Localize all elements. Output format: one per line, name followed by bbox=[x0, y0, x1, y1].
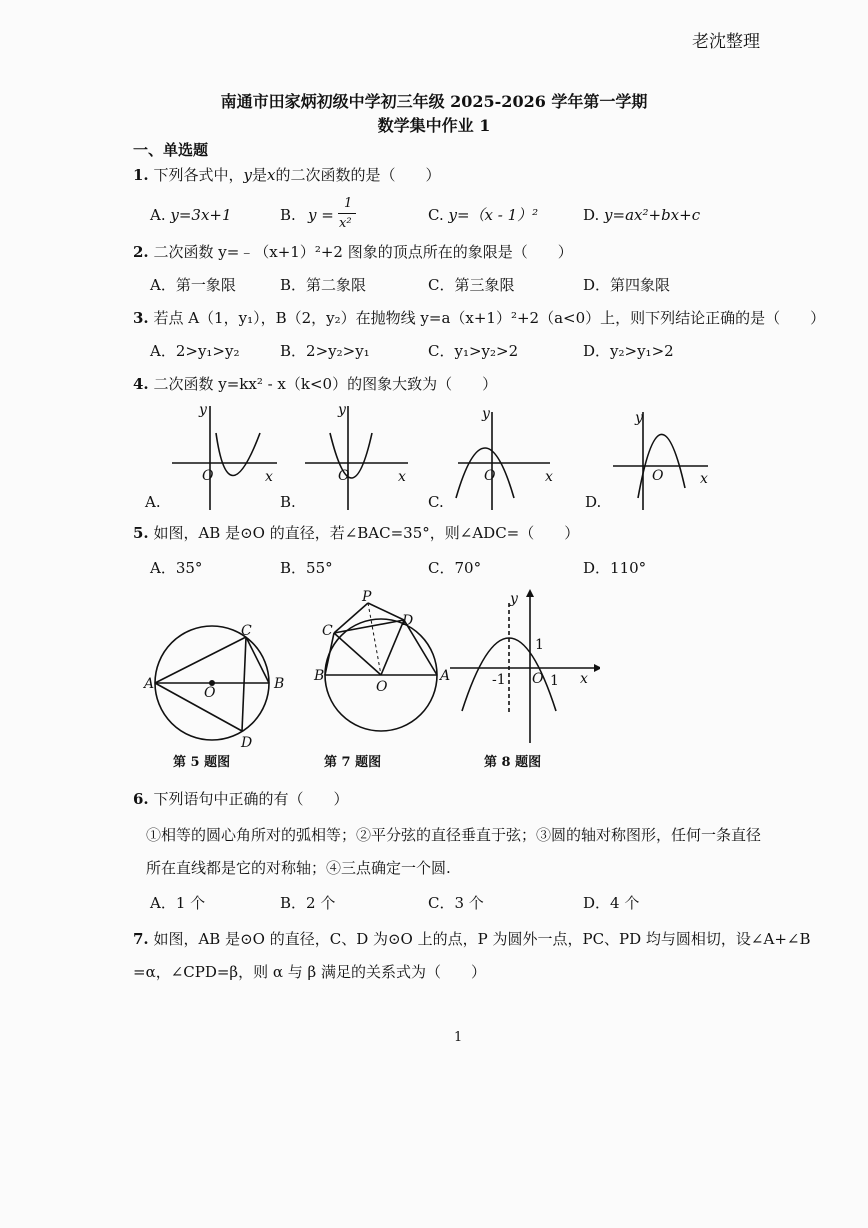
fig7-label-c: C bbox=[322, 623, 333, 639]
q2-option-b: B．第二象限 bbox=[280, 276, 367, 294]
q1-stem-part: 是 bbox=[251, 166, 267, 184]
fig8-label-one-x: 1 bbox=[550, 673, 559, 689]
fig5-caption: 第 5 题图 bbox=[173, 755, 231, 770]
question-number: 3. bbox=[133, 309, 149, 327]
fig7-chord-cd bbox=[334, 620, 404, 633]
option-letter: A. bbox=[150, 206, 166, 224]
q6-option-b: B．2 个 bbox=[280, 894, 336, 912]
fig7-label-d: D bbox=[402, 613, 414, 629]
section-heading: 一、单选题 bbox=[133, 141, 209, 159]
q6-statement-line-1: ①相等的圆心角所对的弧相等；②平分弦的直径垂直于弦；③圆的轴对称图形，任何一条直径 bbox=[146, 826, 762, 844]
q5-option-c: C．70° bbox=[428, 559, 482, 577]
page-number: 1 bbox=[454, 1030, 463, 1045]
question-5-stem bbox=[133, 523, 579, 543]
graph-a-y-label: y bbox=[199, 402, 207, 418]
fig5-label-a: A bbox=[144, 676, 155, 692]
q1-stem-part: 的二次函数的是（ ） bbox=[275, 166, 441, 184]
question-number: 2. bbox=[133, 243, 149, 261]
fig8-label-x: x bbox=[580, 671, 588, 687]
q5-option-a: A．35° bbox=[150, 559, 203, 577]
graph-d-x-label: x bbox=[700, 471, 708, 487]
fig5-chord-cd bbox=[242, 637, 246, 731]
question-text: 二次函数 y=﹣（x+1）²+2 图象的顶点所在的象限是（ ） bbox=[153, 243, 573, 261]
q1-option-d bbox=[583, 205, 700, 225]
fraction-numerator: 1 bbox=[344, 196, 353, 211]
question-number: 4. bbox=[133, 375, 149, 393]
fig8-label-o: O bbox=[532, 671, 544, 687]
fig8-label-one-y: 1 bbox=[535, 637, 544, 653]
question-7-stem bbox=[133, 929, 811, 949]
fig5-chord-ac bbox=[155, 637, 246, 683]
q6-option-c: C．3 个 bbox=[428, 894, 484, 912]
fig7-radius-oc bbox=[334, 633, 381, 675]
graph-c-origin-label: O bbox=[484, 468, 496, 484]
q5-option-b: B．55° bbox=[280, 559, 333, 577]
graph-b-y-label: y bbox=[338, 402, 346, 418]
q2-option-a: A．第一象限 bbox=[150, 276, 236, 294]
fig5-chord-ad bbox=[155, 683, 242, 731]
question-1-stem bbox=[133, 165, 440, 185]
graph-a-origin-label: O bbox=[202, 468, 214, 484]
q1-var-x: x bbox=[266, 166, 276, 184]
graph-b-parabola bbox=[330, 433, 372, 478]
q5-option-d: D．110° bbox=[583, 559, 647, 577]
graph-d-origin-label: O bbox=[652, 468, 664, 484]
graph-a-x-label: x bbox=[265, 469, 273, 485]
fig7-tangent-pd bbox=[368, 603, 404, 620]
q3-option-c: C．y₁>y₂>2 bbox=[428, 342, 519, 360]
q4-label-d: D. bbox=[585, 493, 602, 511]
question-4-stem bbox=[133, 374, 497, 394]
q6-statement-line-2: 所在直线都是它的对称轴；④三点确定一个圆. bbox=[146, 859, 451, 877]
fig7-label-a: A bbox=[440, 668, 451, 684]
q1-stem-part: 下列各式中， bbox=[153, 166, 244, 184]
fig5-label-o: O bbox=[204, 685, 216, 701]
option-expression: y=ax²+bx+c bbox=[604, 206, 701, 224]
option-letter: C. bbox=[428, 206, 444, 224]
graph-b-origin-label: O bbox=[338, 468, 350, 484]
q2-option-d: D．第四象限 bbox=[583, 276, 671, 294]
fig5-chord-cb bbox=[246, 637, 269, 683]
fig7-caption: 第 7 题图 bbox=[324, 755, 382, 770]
graph-c-y-label: y bbox=[482, 406, 490, 422]
q3-option-a: A．2>y₁>y₂ bbox=[150, 342, 240, 360]
q6-option-a: A．1 个 bbox=[150, 894, 206, 912]
graph-c-x-label: x bbox=[545, 469, 553, 485]
q1-var-y: y bbox=[243, 166, 252, 184]
fig7-radius-od bbox=[381, 620, 404, 675]
fig5-label-b: B bbox=[274, 676, 285, 692]
graph-a-parabola bbox=[216, 433, 260, 476]
fig5-label-c: C bbox=[241, 623, 252, 639]
fig8-y-arrow bbox=[526, 589, 534, 597]
fig7-chord-bc bbox=[325, 633, 334, 675]
watermark-text: 老沈整理 bbox=[692, 32, 760, 52]
question-6-stem bbox=[133, 789, 348, 809]
q4-label-a: A. bbox=[145, 493, 161, 511]
option-expression: y = bbox=[308, 206, 334, 224]
question-text: 如图，AB 是⊙O 的直径，C、D 为⊙O 上的点，P 为圆外一点，PC、PD 均与圆相切，设∠A+∠B bbox=[153, 930, 811, 948]
q3-option-d: D．y₂>y₁>2 bbox=[583, 342, 674, 360]
page-subtitle: 数学集中作业 1 bbox=[377, 116, 491, 135]
graph-d-y-label: y bbox=[635, 410, 643, 426]
option-letter: B. bbox=[280, 206, 296, 224]
question-text: 二次函数 y=kx² - x（k<0）的图象大致为（ ） bbox=[153, 375, 498, 393]
q4-label-c: C. bbox=[428, 493, 444, 511]
question-number: 1. bbox=[133, 166, 149, 184]
question-2-stem bbox=[133, 242, 573, 262]
question-text: 如图，AB 是⊙O 的直径，若∠BAC=35°，则∠ADC=（ ） bbox=[153, 524, 580, 542]
option-letter: D. bbox=[583, 206, 600, 224]
fig8-label-neg-one: -1 bbox=[492, 672, 506, 688]
fraction-denominator: x² bbox=[339, 216, 352, 231]
fig8-caption: 第 8 题图 bbox=[484, 755, 542, 770]
fig7-label-p: P bbox=[362, 589, 372, 605]
question-number: 7. bbox=[133, 930, 149, 948]
question-number: 6. bbox=[133, 790, 149, 808]
q4-label-b: B. bbox=[280, 493, 296, 511]
question-3-stem bbox=[133, 308, 825, 328]
question-number: 5. bbox=[133, 524, 149, 542]
option-expression: y=（x - 1）² bbox=[448, 206, 539, 224]
q2-option-c: C．第三象限 bbox=[428, 276, 515, 294]
question-text: 下列语句中正确的有（ ） bbox=[153, 790, 349, 808]
page-title: 南通市田家炳初级中学初三年级 2025-2026 学年第一学期 bbox=[220, 92, 648, 111]
fig5-label-d: D bbox=[241, 735, 253, 750]
question-7-stem-cont: =α，∠CPD=β，则 α 与 β 满足的关系式为（ ） bbox=[133, 963, 486, 981]
figures-row bbox=[140, 585, 600, 750]
q1-option-c bbox=[428, 205, 538, 225]
q6-option-d: D．4 个 bbox=[583, 894, 640, 912]
fig7-label-o: O bbox=[376, 679, 388, 695]
q1-option-a bbox=[150, 205, 232, 225]
graph-b-x-label: x bbox=[398, 469, 406, 485]
option-expression: y=3x+1 bbox=[170, 206, 232, 224]
fig8-x-arrow bbox=[594, 664, 600, 672]
question-text: 若点 A（1，y₁），B（2，y₂）在抛物线 y=a（x+1）²+2（a<0）上，则下列结论正确的是（ ） bbox=[153, 309, 826, 327]
fig7-label-b: B bbox=[314, 668, 325, 684]
q3-option-b: B．2>y₂>y₁ bbox=[280, 342, 370, 360]
fig8-label-y: y bbox=[510, 591, 518, 607]
